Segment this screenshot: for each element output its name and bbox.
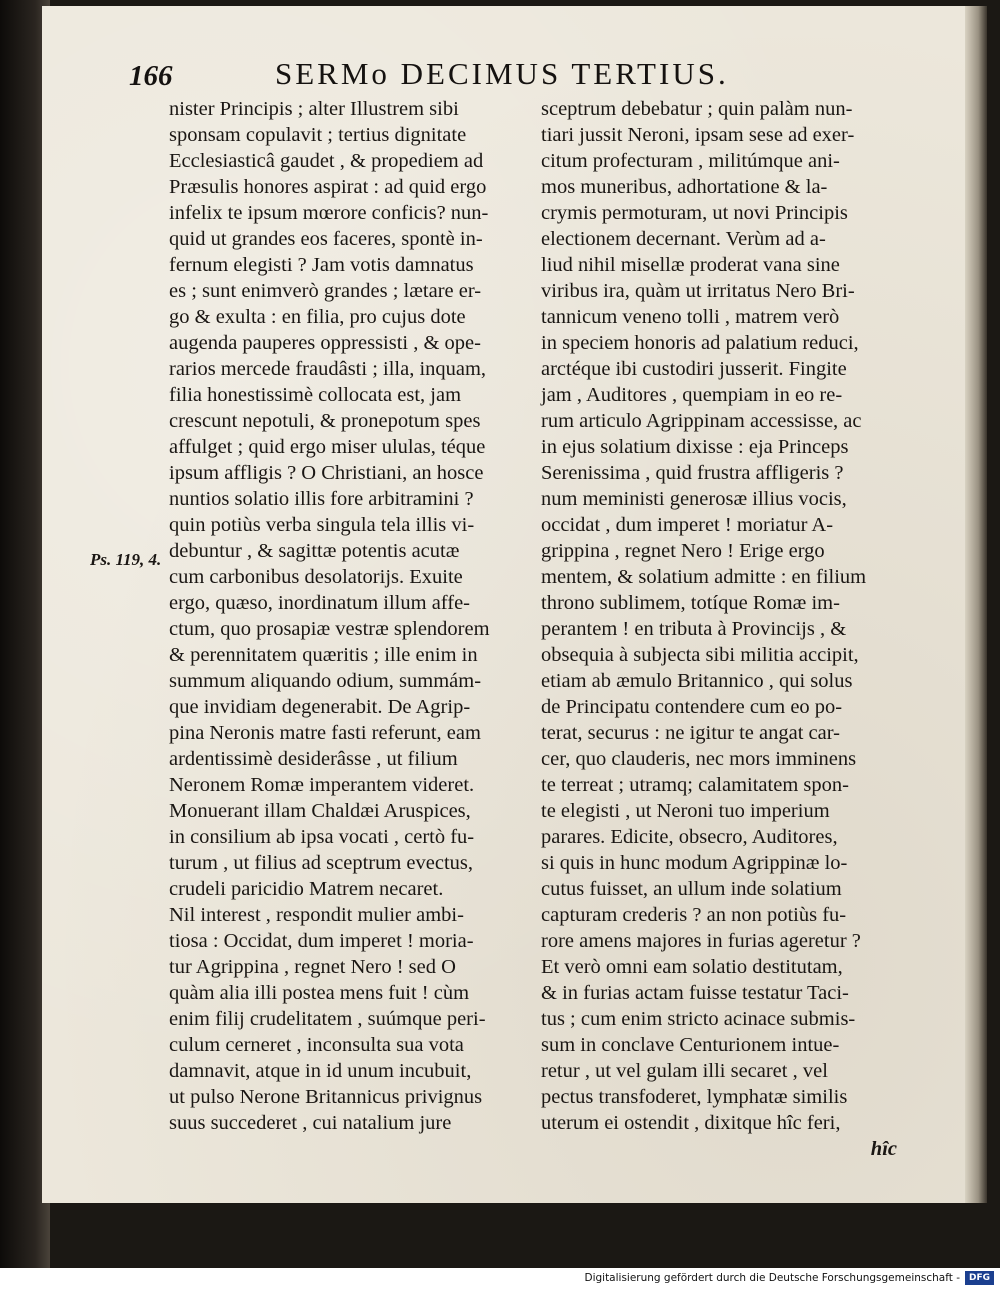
text-line: infelix te ipsum mœrore conficis? nun-: [169, 202, 489, 224]
text-line: quàm alia illi postea mens fuit ! cùm: [169, 982, 470, 1004]
right-column: [541, 96, 897, 1162]
text-line: crescunt nepotuli, & pronepotum spes: [169, 410, 481, 432]
text-line: sum in conclave Centurionem intue-: [541, 1034, 840, 1056]
text-line: rarios mercede fraudâsti ; illa, inquam,: [169, 358, 487, 380]
text-line: citum profecturam , militúmque ani-: [541, 150, 840, 172]
text-line: ardentissimè desiderâsse , ut filium: [169, 748, 458, 770]
text-line: fernum elegisti ? Jam votis damnatus: [169, 254, 474, 276]
text-line: es ; sunt enimverò grandes ; lætare er-: [169, 280, 482, 302]
text-line: culum cerneret , inconsulta sua vota: [169, 1034, 464, 1056]
text-line: pina Neronis matre fasti referunt, eam: [169, 722, 481, 744]
text-line: in speciem honoris ad palatium reduci,: [541, 332, 859, 354]
text-line: tur Agrippina , regnet Nero ! sed O: [169, 956, 456, 978]
text-line: cutus fuisset, an ullum inde solatium: [541, 878, 842, 900]
text-line: crudeli paricidio Matrem necaret.: [169, 878, 444, 900]
text-line: occidat , dum imperet ! moriatur A-: [541, 514, 834, 536]
text-line: uterum ei ostendit , dixitque hîc feri,: [541, 1112, 841, 1134]
running-title: SERMo DECIMUS TERTIUS.: [275, 56, 729, 91]
text-line: nuntios solatio illis fore arbitramini ?: [169, 488, 474, 510]
text-line: sponsam copulavit ; tertius dignitate: [169, 124, 467, 146]
text-line: mentem, & solatium admitte : en filium: [541, 566, 867, 588]
text-line: ergo, quæso, inordinatum illum affe-: [169, 592, 471, 614]
text-line: affulget ; quid ergo miser ululas, téque: [169, 436, 486, 458]
marginal-note: Ps. 119, 4.: [90, 550, 162, 569]
text-line: tannicum veneno tolli , matrem verò: [541, 306, 840, 328]
running-head: [129, 56, 749, 96]
text-line: Nil interest , respondit mulier ambi-: [169, 904, 464, 926]
text-line: debuntur , & sagittæ potentis acutæ: [169, 540, 460, 562]
text-line: ipsum affligis ? O Christiani, an hosce: [169, 462, 484, 484]
text-line: te elegisti , ut Neroni tuo imperium: [541, 800, 830, 822]
text-line: tiari jussit Neroni, ipsam sese ad exer-: [541, 124, 855, 146]
text-line: in consilium ab ipsa vocati , certò fu-: [169, 826, 475, 848]
text-line: si quis in hunc modum Agrippinæ lo-: [541, 852, 848, 874]
text-line: enim filij crudelitatem , suúmque peri-: [169, 1008, 486, 1030]
text-line: ut pulso Nerone Britannicus privignus: [169, 1086, 483, 1108]
text-line: de Principatu contendere cum eo po-: [541, 696, 843, 718]
text-line: rore amens majores in furias ageretur ?: [541, 930, 861, 952]
text-line: throno sublimem, totíque Romæ im-: [541, 592, 840, 614]
text-line: liud nihil misellæ proderat vana sine: [541, 254, 840, 276]
catchword: hîc: [870, 1138, 897, 1160]
text-line: go & exulta : en filia, pro cujus dote: [169, 306, 466, 328]
text-line: jam , Auditores , quempiam in eo re-: [541, 384, 843, 406]
text-line: terat, securus : ne igitur te angat car-: [541, 722, 840, 744]
page-number: 166: [129, 60, 173, 92]
text-line: mos muneribus, adhortatione & la-: [541, 176, 828, 198]
text-line: te terreat ; utramq; calamitatem spon-: [541, 774, 849, 796]
text-line: & in furias actam fuisse testatur Taci-: [541, 982, 849, 1004]
text-line: & perennitatem quæritis ; ille enim in: [169, 644, 478, 666]
text-line: cer, quo clauderis, nec mors imminens: [541, 748, 857, 770]
text-line: damnavit, atque in id unum incubuit,: [169, 1060, 472, 1082]
text-line: num meministi generosæ illius vocis,: [541, 488, 847, 510]
text-line: ctum, quo prosapiæ vestræ splendorem: [169, 618, 490, 640]
text-line: augenda pauperes oppressisti , & ope-: [169, 332, 481, 354]
text-line: etiam ab æmulo Britannico , qui solus: [541, 670, 853, 692]
text-line: filia honestissimè collocata est, jam: [169, 384, 462, 406]
text-line: retur , ut vel gulam illi secaret , vel: [541, 1060, 828, 1082]
text-line: quid ut grandes eos faceres, spontè in-: [169, 228, 483, 250]
text-line: suus succederet , cui natalium jure: [169, 1112, 452, 1134]
text-line: turum , ut filius ad sceptrum evectus,: [169, 852, 474, 874]
text-line: grippina , regnet Nero ! Erige ergo: [541, 540, 825, 562]
text-line: capturam crederis ? an non potiùs fu-: [541, 904, 847, 926]
text-line: tus ; cum enim stricto acinace submis-: [541, 1008, 856, 1030]
text-line: obsequia à subjecta sibi militia accipit,: [541, 644, 859, 666]
text-line: que invidiam degenerabit. De Agrip-: [169, 696, 471, 718]
text-line: cum carbonibus desolatorijs. Exuite: [169, 566, 463, 588]
text-line: perantem ! en tributa à Provincijs , &: [541, 618, 847, 640]
text-line: Et verò omni eam solatio destitutam,: [541, 956, 843, 978]
text-line: crymis permoturam, ut novi Principis: [541, 202, 848, 224]
text-line: in ejus solatium dixisse : eja Princeps: [541, 436, 849, 458]
text-line: Serenissima , quid frustra affligeris ?: [541, 462, 844, 484]
text-line: Monuerant illam Chaldæi Aruspices,: [169, 800, 471, 822]
text-line: arctéque ibi custodiri jusserit. Fingite: [541, 358, 847, 380]
text-line: parares. Edicite, obsecro, Auditores,: [541, 826, 838, 848]
funding-notice: Digitalisierung gefördert durch die Deutsche Forschungsgemeinschaft -: [584, 1272, 960, 1284]
text-line: Neronem Romæ imperantem videret.: [169, 774, 475, 796]
text-line: nister Principis ; alter Illustrem sibi: [169, 98, 459, 120]
left-column: [169, 96, 534, 1136]
page-edge-shadow: [965, 6, 987, 1203]
text-line: viribus ira, quàm ut irritatus Nero Bri-: [541, 280, 855, 302]
dfg-logo: DFG: [965, 1271, 994, 1285]
text-line: tiosa : Occidat, dum imperet ! moria-: [169, 930, 474, 952]
text-line: quin potiùs verba singula tela illis vi-: [169, 514, 475, 536]
text-line: Ecclesiasticâ gaudet , & propediem ad: [169, 150, 484, 172]
text-line: sceptrum debebatur ; quin palàm nun-: [541, 98, 853, 120]
text-line: rum articulo Agrippinam accessisse, ac: [541, 410, 862, 432]
text-line: pectus transfoderet, lymphatæ similis: [541, 1086, 848, 1108]
text-line: electionem decernant. Verùm ad a-: [541, 228, 826, 250]
text-line: Præsulis honores aspirat : ad quid ergo: [169, 176, 487, 198]
text-line: summum aliquando odium, summám-: [169, 670, 482, 692]
